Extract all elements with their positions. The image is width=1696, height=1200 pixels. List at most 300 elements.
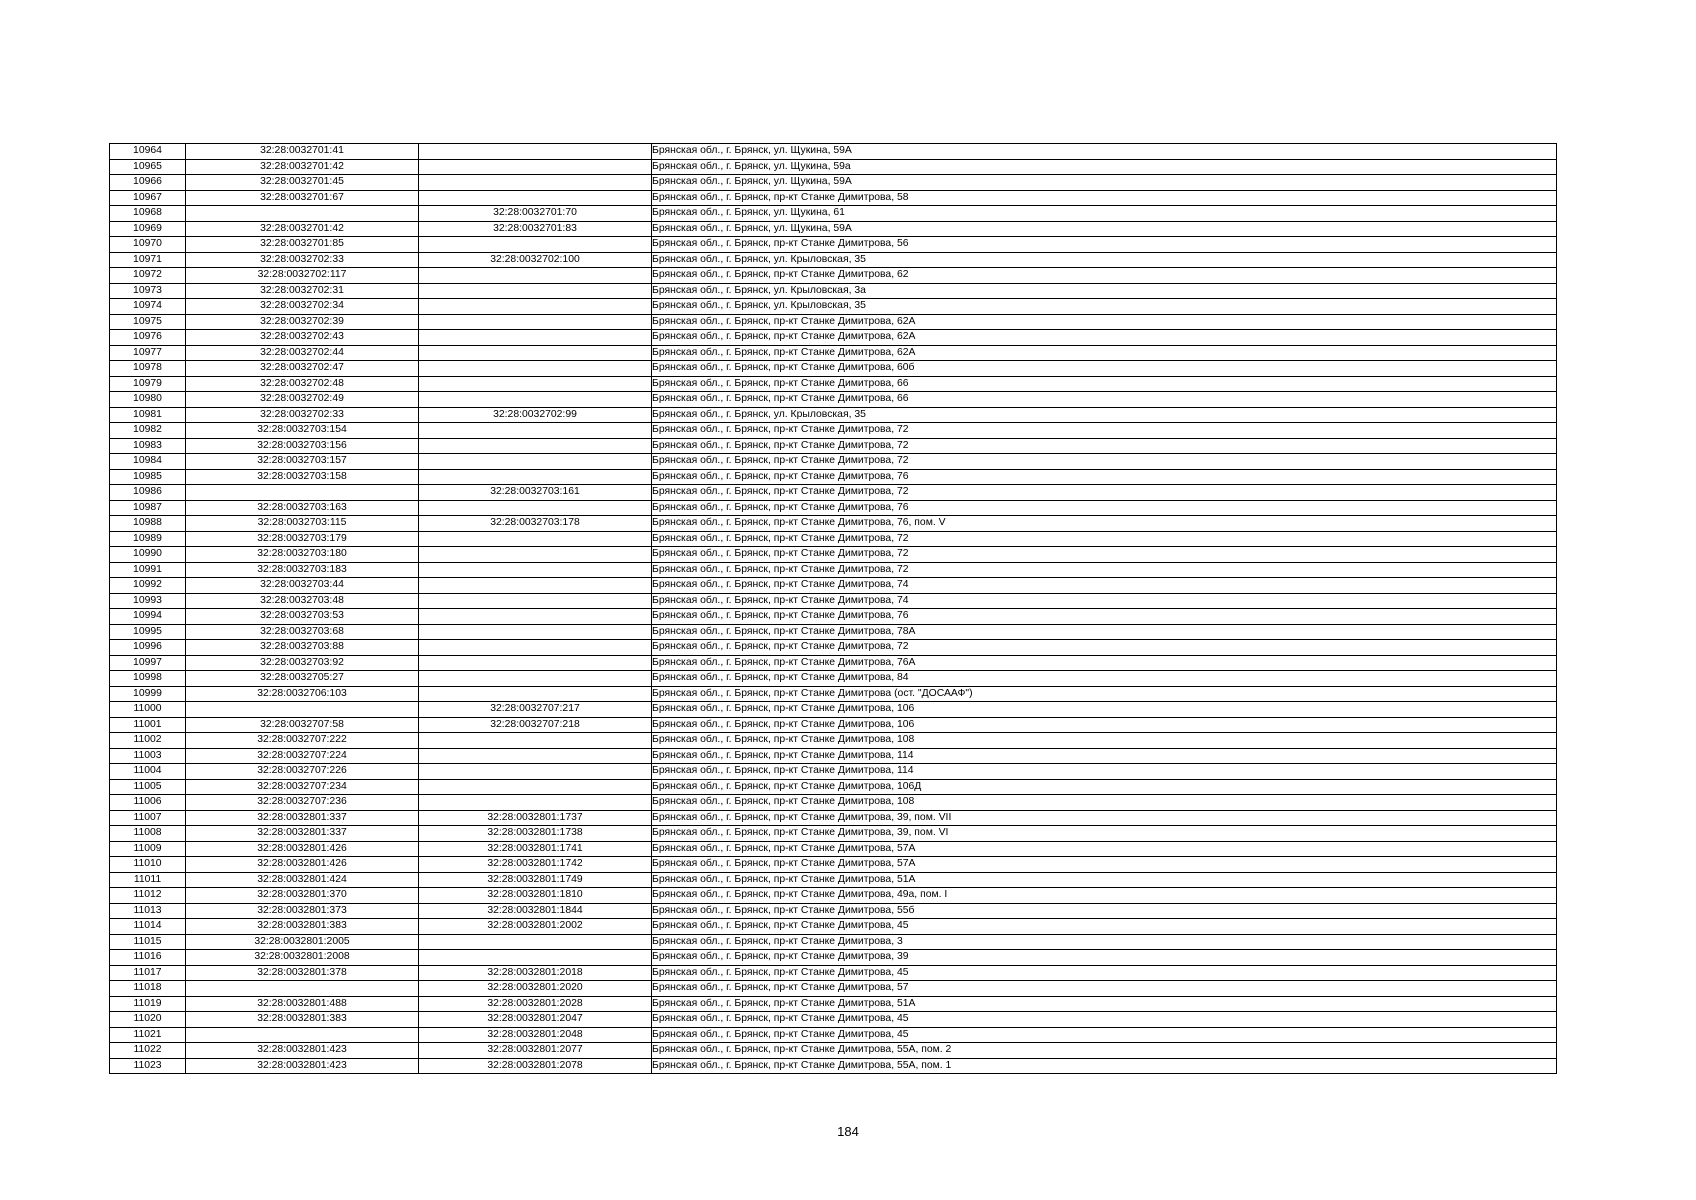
row-number-cell: 11005 (110, 779, 186, 795)
address-cell: Брянская обл., г. Брянск, пр-кт Станке Димитрова, 39, пом. VI (652, 826, 1557, 842)
related-cadastral-number-cell (419, 531, 652, 547)
related-cadastral-number-cell (419, 950, 652, 966)
table-row (110, 593, 1557, 609)
related-cadastral-number-cell: 32:28:0032801:2078 (419, 1058, 652, 1074)
table-row (110, 624, 1557, 640)
row-number-cell: 10971 (110, 252, 186, 268)
row-number-cell: 10968 (110, 206, 186, 222)
related-cadastral-number-cell (419, 593, 652, 609)
address-cell: Брянская обл., г. Брянск, пр-кт Станке Димитрова, 114 (652, 764, 1557, 780)
table-row (110, 981, 1557, 997)
related-cadastral-number-cell (419, 671, 652, 687)
table-row (110, 438, 1557, 454)
address-cell: Брянская обл., г. Брянск, пр-кт Станке Димитрова, 57 (652, 981, 1557, 997)
row-number-cell: 11007 (110, 810, 186, 826)
row-number-cell: 10977 (110, 345, 186, 361)
cadastral-number-cell: 32:28:0032707:236 (186, 795, 419, 811)
cadastral-number-cell: 32:28:0032701:42 (186, 159, 419, 175)
related-cadastral-number-cell: 32:28:0032702:99 (419, 407, 652, 423)
table-row (110, 299, 1557, 315)
address-cell: Брянская обл., г. Брянск, пр-кт Станке Димитрова, 106 (652, 702, 1557, 718)
address-cell: Брянская обл., г. Брянск, пр-кт Станке Димитрова, 3 (652, 934, 1557, 950)
table-row (110, 1058, 1557, 1074)
cadastral-number-cell: 32:28:0032703:179 (186, 531, 419, 547)
address-cell: Брянская обл., г. Брянск, пр-кт Станке Димитрова, 72 (652, 438, 1557, 454)
cadastral-number-cell: 32:28:0032703:92 (186, 655, 419, 671)
cadastral-number-cell: 32:28:0032801:2008 (186, 950, 419, 966)
related-cadastral-number-cell: 32:28:0032801:2077 (419, 1043, 652, 1059)
row-number-cell: 11013 (110, 903, 186, 919)
address-cell: Брянская обл., г. Брянск, пр-кт Станке Димитрова, 60б (652, 361, 1557, 377)
table-row (110, 655, 1557, 671)
cadastral-number-cell: 32:28:0032702:49 (186, 392, 419, 408)
address-cell: Брянская обл., г. Брянск, пр-кт Станке Димитрова, 62 (652, 268, 1557, 284)
related-cadastral-number-cell (419, 237, 652, 253)
cadastral-number-cell: 32:28:0032801:2005 (186, 934, 419, 950)
row-number-cell: 10966 (110, 175, 186, 191)
address-cell: Брянская обл., г. Брянск, пр-кт Станке Димитрова, 72 (652, 531, 1557, 547)
cadastral-number-cell: 32:28:0032801:426 (186, 857, 419, 873)
address-cell: Брянская обл., г. Брянск, пр-кт Станке Димитрова, 45 (652, 919, 1557, 935)
address-cell: Брянская обл., г. Брянск, пр-кт Станке Димитрова, 66 (652, 376, 1557, 392)
related-cadastral-number-cell (419, 144, 652, 160)
row-number-cell: 11021 (110, 1027, 186, 1043)
cadastral-number-cell: 32:28:0032703:48 (186, 593, 419, 609)
related-cadastral-number-cell (419, 345, 652, 361)
row-number-cell: 10970 (110, 237, 186, 253)
related-cadastral-number-cell: 32:28:0032801:2028 (419, 996, 652, 1012)
related-cadastral-number-cell (419, 283, 652, 299)
address-cell: Брянская обл., г. Брянск, ул. Щукина, 59А (652, 221, 1557, 237)
row-number-cell: 10984 (110, 454, 186, 470)
cadastral-number-cell: 32:28:0032702:39 (186, 314, 419, 330)
address-cell: Брянская обл., г. Брянск, пр-кт Станке Димитрова, 58 (652, 190, 1557, 206)
related-cadastral-number-cell: 32:28:0032703:178 (419, 516, 652, 532)
table-row (110, 779, 1557, 795)
row-number-cell: 10992 (110, 578, 186, 594)
address-cell: Брянская обл., г. Брянск, пр-кт Станке Димитрова, 76 (652, 469, 1557, 485)
related-cadastral-number-cell (419, 314, 652, 330)
row-number-cell: 10998 (110, 671, 186, 687)
cadastral-number-cell (186, 485, 419, 501)
row-number-cell: 11008 (110, 826, 186, 842)
row-number-cell: 10983 (110, 438, 186, 454)
related-cadastral-number-cell (419, 469, 652, 485)
address-cell: Брянская обл., г. Брянск, пр-кт Станке Димитрова, 57А (652, 841, 1557, 857)
row-number-cell: 11011 (110, 872, 186, 888)
cadastral-number-cell: 32:28:0032702:34 (186, 299, 419, 315)
table-row (110, 841, 1557, 857)
row-number-cell: 10976 (110, 330, 186, 346)
table-row (110, 934, 1557, 950)
cadastral-number-cell: 32:28:0032703:156 (186, 438, 419, 454)
cadastral-number-cell: 32:28:0032801:423 (186, 1043, 419, 1059)
cadastral-number-cell: 32:28:0032801:378 (186, 965, 419, 981)
row-number-cell: 11022 (110, 1043, 186, 1059)
related-cadastral-number-cell (419, 779, 652, 795)
cadastral-number-cell: 32:28:0032703:115 (186, 516, 419, 532)
table-row (110, 748, 1557, 764)
related-cadastral-number-cell (419, 159, 652, 175)
cadastral-number-cell: 32:28:0032701:45 (186, 175, 419, 191)
related-cadastral-number-cell: 32:28:0032801:1810 (419, 888, 652, 904)
cadastral-number-cell: 32:28:0032702:48 (186, 376, 419, 392)
cadastral-number-cell: 32:28:0032702:43 (186, 330, 419, 346)
row-number-cell: 11001 (110, 717, 186, 733)
related-cadastral-number-cell: 32:28:0032707:218 (419, 717, 652, 733)
cadastral-number-cell (186, 981, 419, 997)
row-number-cell: 11004 (110, 764, 186, 780)
related-cadastral-number-cell (419, 686, 652, 702)
cadastral-number-cell: 32:28:0032703:157 (186, 454, 419, 470)
cadastral-number-cell: 32:28:0032705:27 (186, 671, 419, 687)
table-row (110, 810, 1557, 826)
table-row (110, 283, 1557, 299)
table-row (110, 562, 1557, 578)
related-cadastral-number-cell (419, 578, 652, 594)
table-row (110, 640, 1557, 656)
address-cell: Брянская обл., г. Брянск, пр-кт Станке Димитрова, 76А (652, 655, 1557, 671)
cadastral-number-cell: 32:28:0032701:42 (186, 221, 419, 237)
cadastral-number-cell: 32:28:0032801:488 (186, 996, 419, 1012)
row-number-cell: 11016 (110, 950, 186, 966)
related-cadastral-number-cell (419, 562, 652, 578)
row-number-cell: 11002 (110, 733, 186, 749)
cadastral-number-cell: 32:28:0032701:67 (186, 190, 419, 206)
cadastral-number-cell: 32:28:0032801:424 (186, 872, 419, 888)
table-row (110, 345, 1557, 361)
address-cell: Брянская обл., г. Брянск, пр-кт Станке Димитрова, 55А, пом. 1 (652, 1058, 1557, 1074)
row-number-cell: 11018 (110, 981, 186, 997)
address-cell: Брянская обл., г. Брянск, пр-кт Станке Димитрова, 66 (652, 392, 1557, 408)
related-cadastral-number-cell (419, 748, 652, 764)
related-cadastral-number-cell: 32:28:0032801:1738 (419, 826, 652, 842)
cadastral-number-cell: 32:28:0032707:226 (186, 764, 419, 780)
table-row (110, 485, 1557, 501)
row-number-cell: 10988 (110, 516, 186, 532)
cadastral-number-cell: 32:28:0032707:58 (186, 717, 419, 733)
table-row (110, 314, 1557, 330)
related-cadastral-number-cell (419, 299, 652, 315)
table-row (110, 330, 1557, 346)
cadastral-number-cell: 32:28:0032801:337 (186, 810, 419, 826)
table-row (110, 903, 1557, 919)
cadastral-number-cell: 32:28:0032801:383 (186, 1012, 419, 1028)
table-row (110, 764, 1557, 780)
table-row (110, 206, 1557, 222)
table-row (110, 144, 1557, 160)
related-cadastral-number-cell (419, 175, 652, 191)
table-row (110, 159, 1557, 175)
table-row (110, 407, 1557, 423)
table-row (110, 190, 1557, 206)
table-row (110, 733, 1557, 749)
table-row (110, 423, 1557, 439)
table-row (110, 950, 1557, 966)
table-row (110, 1027, 1557, 1043)
address-cell: Брянская обл., г. Брянск, пр-кт Станке Димитрова, 108 (652, 733, 1557, 749)
cadastral-number-cell: 32:28:0032703:163 (186, 500, 419, 516)
cadastral-number-cell: 32:28:0032701:41 (186, 144, 419, 160)
address-cell: Брянская обл., г. Брянск, пр-кт Станке Димитрова, 49а, пом. I (652, 888, 1557, 904)
cadastral-number-cell: 32:28:0032801:426 (186, 841, 419, 857)
row-number-cell: 10974 (110, 299, 186, 315)
row-number-cell: 11012 (110, 888, 186, 904)
related-cadastral-number-cell: 32:28:0032801:2047 (419, 1012, 652, 1028)
row-number-cell: 10999 (110, 686, 186, 702)
row-number-cell: 11020 (110, 1012, 186, 1028)
page-number: 184 (837, 1124, 859, 1139)
cadastral-number-cell: 32:28:0032801:370 (186, 888, 419, 904)
table-row (110, 686, 1557, 702)
cadastral-number-cell: 32:28:0032706:103 (186, 686, 419, 702)
cadastral-number-cell: 32:28:0032703:180 (186, 547, 419, 563)
registry-sheet (109, 143, 1557, 1074)
cadastral-number-cell: 32:28:0032801:383 (186, 919, 419, 935)
address-cell: Брянская обл., г. Брянск, ул. Щукина, 59А (652, 175, 1557, 191)
row-number-cell: 10997 (110, 655, 186, 671)
related-cadastral-number-cell (419, 795, 652, 811)
address-cell: Брянская обл., г. Брянск, пр-кт Станке Димитрова, 72 (652, 640, 1557, 656)
table-row (110, 702, 1557, 718)
cadastral-number-cell: 32:28:0032703:158 (186, 469, 419, 485)
address-cell: Брянская обл., г. Брянск, пр-кт Станке Димитрова, 62А (652, 314, 1557, 330)
table-row (110, 857, 1557, 873)
registry-table (109, 143, 1557, 1074)
address-cell: Брянская обл., г. Брянск, пр-кт Станке Димитрова, 74 (652, 593, 1557, 609)
address-cell: Брянская обл., г. Брянск, пр-кт Станке Димитрова, 55б (652, 903, 1557, 919)
related-cadastral-number-cell: 32:28:0032801:1749 (419, 872, 652, 888)
address-cell: Брянская обл., г. Брянск, пр-кт Станке Димитрова, 72 (652, 547, 1557, 563)
row-number-cell: 10972 (110, 268, 186, 284)
cadastral-number-cell: 32:28:0032707:224 (186, 748, 419, 764)
cadastral-number-cell (186, 702, 419, 718)
cadastral-number-cell: 32:28:0032707:234 (186, 779, 419, 795)
cadastral-number-cell: 32:28:0032707:222 (186, 733, 419, 749)
address-cell: Брянская обл., г. Брянск, пр-кт Станке Димитрова, 39 (652, 950, 1557, 966)
cadastral-number-cell (186, 206, 419, 222)
row-number-cell: 10979 (110, 376, 186, 392)
related-cadastral-number-cell (419, 500, 652, 516)
address-cell: Брянская обл., г. Брянск, пр-кт Станке Димитрова, 74 (652, 578, 1557, 594)
address-cell: Брянская обл., г. Брянск, пр-кт Станке Димитрова, 114 (652, 748, 1557, 764)
row-number-cell: 11010 (110, 857, 186, 873)
related-cadastral-number-cell (419, 392, 652, 408)
address-cell: Брянская обл., г. Брянск, пр-кт Станке Димитрова, 108 (652, 795, 1557, 811)
row-number-cell: 10987 (110, 500, 186, 516)
related-cadastral-number-cell: 32:28:0032702:100 (419, 252, 652, 268)
address-cell: Брянская обл., г. Брянск, пр-кт Станке Димитрова, 72 (652, 562, 1557, 578)
table-row (110, 671, 1557, 687)
address-cell: Брянская обл., г. Брянск, пр-кт Станке Димитрова, 62А (652, 330, 1557, 346)
table-row (110, 1012, 1557, 1028)
related-cadastral-number-cell: 32:28:0032801:1741 (419, 841, 652, 857)
related-cadastral-number-cell (419, 190, 652, 206)
related-cadastral-number-cell: 32:28:0032801:1742 (419, 857, 652, 873)
row-number-cell: 10990 (110, 547, 186, 563)
related-cadastral-number-cell (419, 423, 652, 439)
row-number-cell: 10985 (110, 469, 186, 485)
cadastral-number-cell: 32:28:0032703:183 (186, 562, 419, 578)
related-cadastral-number-cell: 32:28:0032801:2002 (419, 919, 652, 935)
row-number-cell: 10978 (110, 361, 186, 377)
table-row (110, 252, 1557, 268)
address-cell: Брянская обл., г. Брянск, пр-кт Станке Димитрова, 51А (652, 996, 1557, 1012)
address-cell: Брянская обл., г. Брянск, пр-кт Станке Димитрова, 72 (652, 485, 1557, 501)
row-number-cell: 10964 (110, 144, 186, 160)
table-row (110, 516, 1557, 532)
table-row (110, 500, 1557, 516)
address-cell: Брянская обл., г. Брянск, ул. Крыловская, 35 (652, 407, 1557, 423)
address-cell: Брянская обл., г. Брянск, пр-кт Станке Димитрова, 55А, пом. 2 (652, 1043, 1557, 1059)
address-cell: Брянская обл., г. Брянск, пр-кт Станке Димитрова, 76 (652, 500, 1557, 516)
row-number-cell: 10965 (110, 159, 186, 175)
address-cell: Брянская обл., г. Брянск, пр-кт Станке Димитрова, 106Д (652, 779, 1557, 795)
table-row (110, 888, 1557, 904)
address-cell: Брянская обл., г. Брянск, пр-кт Станке Димитрова, 106 (652, 717, 1557, 733)
row-number-cell: 10969 (110, 221, 186, 237)
address-cell: Брянская обл., г. Брянск, пр-кт Станке Димитрова, 78А (652, 624, 1557, 640)
address-cell: Брянская обл., г. Брянск, пр-кт Станке Димитрова, 72 (652, 454, 1557, 470)
row-number-cell: 10981 (110, 407, 186, 423)
table-row (110, 361, 1557, 377)
address-cell: Брянская обл., г. Брянск, пр-кт Станке Димитрова, 76 (652, 609, 1557, 625)
cadastral-number-cell: 32:28:0032801:337 (186, 826, 419, 842)
related-cadastral-number-cell (419, 655, 652, 671)
address-cell: Брянская обл., г. Брянск, ул. Крыловская, 3а (652, 283, 1557, 299)
row-number-cell: 10982 (110, 423, 186, 439)
row-number-cell: 10995 (110, 624, 186, 640)
cadastral-number-cell: 32:28:0032703:68 (186, 624, 419, 640)
related-cadastral-number-cell: 32:28:0032801:2018 (419, 965, 652, 981)
related-cadastral-number-cell (419, 376, 652, 392)
cadastral-number-cell: 32:28:0032703:44 (186, 578, 419, 594)
row-number-cell: 11023 (110, 1058, 186, 1074)
related-cadastral-number-cell (419, 640, 652, 656)
row-number-cell: 11006 (110, 795, 186, 811)
related-cadastral-number-cell (419, 361, 652, 377)
address-cell: Брянская обл., г. Брянск, ул. Щукина, 61 (652, 206, 1557, 222)
address-cell: Брянская обл., г. Брянск, ул. Крыловская, 35 (652, 252, 1557, 268)
related-cadastral-number-cell: 32:28:0032801:2020 (419, 981, 652, 997)
table-row (110, 578, 1557, 594)
address-cell: Брянская обл., г. Брянск, ул. Крыловская, 35 (652, 299, 1557, 315)
related-cadastral-number-cell (419, 454, 652, 470)
related-cadastral-number-cell: 32:28:0032707:217 (419, 702, 652, 718)
related-cadastral-number-cell: 32:28:0032701:83 (419, 221, 652, 237)
related-cadastral-number-cell: 32:28:0032801:1737 (419, 810, 652, 826)
row-number-cell: 10986 (110, 485, 186, 501)
address-cell: Брянская обл., г. Брянск, ул. Щукина, 59А (652, 144, 1557, 160)
address-cell: Брянская обл., г. Брянск, пр-кт Станке Димитрова, 39, пом. VII (652, 810, 1557, 826)
row-number-cell: 11014 (110, 919, 186, 935)
cadastral-number-cell: 32:28:0032703:53 (186, 609, 419, 625)
related-cadastral-number-cell (419, 330, 652, 346)
address-cell: Брянская обл., г. Брянск, пр-кт Станке Димитрова, 45 (652, 1012, 1557, 1028)
cadastral-number-cell: 32:28:0032801:373 (186, 903, 419, 919)
table-row (110, 919, 1557, 935)
cadastral-number-cell: 32:28:0032703:88 (186, 640, 419, 656)
table-row (110, 469, 1557, 485)
row-number-cell: 10994 (110, 609, 186, 625)
cadastral-number-cell: 32:28:0032702:31 (186, 283, 419, 299)
related-cadastral-number-cell: 32:28:0032801:1844 (419, 903, 652, 919)
address-cell: Брянская обл., г. Брянск, пр-кт Станке Димитрова, 45 (652, 1027, 1557, 1043)
registry-table-body (110, 144, 1557, 1074)
cadastral-number-cell: 32:28:0032702:33 (186, 407, 419, 423)
address-cell: Брянская обл., г. Брянск, пр-кт Станке Димитрова, 76, пом. V (652, 516, 1557, 532)
related-cadastral-number-cell (419, 609, 652, 625)
row-number-cell: 10973 (110, 283, 186, 299)
row-number-cell: 10996 (110, 640, 186, 656)
table-row (110, 996, 1557, 1012)
related-cadastral-number-cell (419, 934, 652, 950)
table-row (110, 795, 1557, 811)
address-cell: Брянская обл., г. Брянск, пр-кт Станке Димитрова, 57А (652, 857, 1557, 873)
table-row (110, 872, 1557, 888)
related-cadastral-number-cell (419, 547, 652, 563)
table-row (110, 175, 1557, 191)
row-number-cell: 10980 (110, 392, 186, 408)
cadastral-number-cell: 32:28:0032702:33 (186, 252, 419, 268)
related-cadastral-number-cell (419, 624, 652, 640)
address-cell: Брянская обл., г. Брянск, пр-кт Станке Димитрова, 72 (652, 423, 1557, 439)
table-row (110, 237, 1557, 253)
table-row (110, 547, 1557, 563)
table-row (110, 268, 1557, 284)
table-row (110, 609, 1557, 625)
related-cadastral-number-cell (419, 438, 652, 454)
table-row (110, 826, 1557, 842)
related-cadastral-number-cell: 32:28:0032801:2048 (419, 1027, 652, 1043)
related-cadastral-number-cell (419, 764, 652, 780)
address-cell: Брянская обл., г. Брянск, ул. Щукина, 59а (652, 159, 1557, 175)
address-cell: Брянская обл., г. Брянск, пр-кт Станке Димитрова, 62А (652, 345, 1557, 361)
row-number-cell: 11015 (110, 934, 186, 950)
address-cell: Брянская обл., г. Брянск, пр-кт Станке Димитрова, 56 (652, 237, 1557, 253)
address-cell: Брянская обл., г. Брянск, пр-кт Станке Димитрова (ост. "ДОСААФ") (652, 686, 1557, 702)
cadastral-number-cell: 32:28:0032702:44 (186, 345, 419, 361)
row-number-cell: 11017 (110, 965, 186, 981)
row-number-cell: 10967 (110, 190, 186, 206)
cadastral-number-cell: 32:28:0032702:117 (186, 268, 419, 284)
table-row (110, 965, 1557, 981)
cadastral-number-cell (186, 1027, 419, 1043)
address-cell: Брянская обл., г. Брянск, пр-кт Станке Димитрова, 45 (652, 965, 1557, 981)
address-cell: Брянская обл., г. Брянск, пр-кт Станке Димитрова, 84 (652, 671, 1557, 687)
row-number-cell: 10991 (110, 562, 186, 578)
cadastral-number-cell: 32:28:0032703:154 (186, 423, 419, 439)
table-row (110, 531, 1557, 547)
row-number-cell: 11019 (110, 996, 186, 1012)
row-number-cell: 10975 (110, 314, 186, 330)
table-row (110, 1043, 1557, 1059)
row-number-cell: 10989 (110, 531, 186, 547)
related-cadastral-number-cell: 32:28:0032701:70 (419, 206, 652, 222)
related-cadastral-number-cell: 32:28:0032703:161 (419, 485, 652, 501)
related-cadastral-number-cell (419, 268, 652, 284)
table-row (110, 221, 1557, 237)
row-number-cell: 11003 (110, 748, 186, 764)
table-row (110, 392, 1557, 408)
address-cell: Брянская обл., г. Брянск, пр-кт Станке Димитрова, 51А (652, 872, 1557, 888)
cadastral-number-cell: 32:28:0032701:85 (186, 237, 419, 253)
row-number-cell: 10993 (110, 593, 186, 609)
row-number-cell: 11000 (110, 702, 186, 718)
cadastral-number-cell: 32:28:0032702:47 (186, 361, 419, 377)
cadastral-number-cell: 32:28:0032801:423 (186, 1058, 419, 1074)
table-row (110, 454, 1557, 470)
